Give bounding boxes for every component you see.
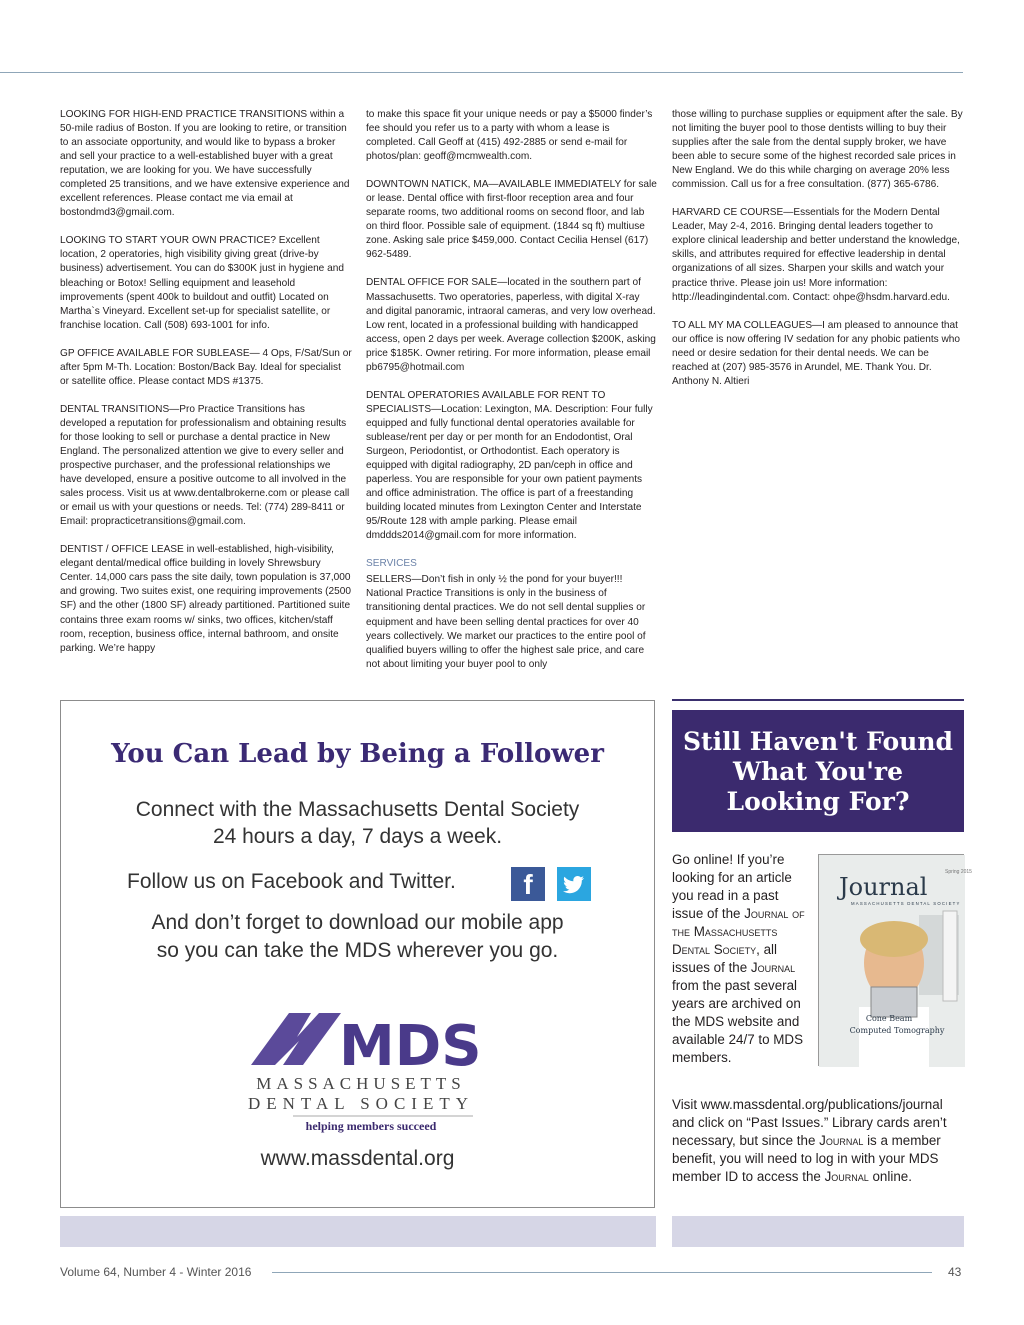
promo-heading-box [672, 710, 964, 832]
ad-bottom-band [60, 1216, 656, 1247]
mds-logo [241, 1007, 481, 1137]
classified-ad: those willing to purchase supplies or equipment after the sale. By not limiting the buyer pool to those dentists willing to buy their supplies after the sale from the dental supply broker, we have been able to secure some of the highest recorded sale prices in New England. We do this while charging on average 20% less commission. Call us for a free consultation. (877) 365-6786. [672, 109, 963, 191]
classified-ad: GP OFFICE AVAILABLE FOR SUBLEASE— 4 Ops, F/Sat/Sun or after 5pm M-Th. Location: Boston/Back Bay. Ideal for specialist or satellite office. Please contact MDS #1375. [60, 347, 352, 387]
promo-heading-line-3: Looking For? [726, 787, 910, 816]
classified-ad: HARVARD CE COURSE—Essentials for the Modern Dental Leader, May 2-4, 2016. Bringing dental leaders together to explore clinical leadership and better understand the knowledge, skills, and attributes required for effective leadership in dental organizations of all sizes. Sharpen your skills and watch your practice thrive. Please join us! More information: http://leadingindental.com. Contact: ohpe@hsdm.harvard.edu. [672, 207, 960, 303]
classified-ad: TO ALL MY MA COLLEAGUES—I am pleased to announce that our office is now offering IV sedation for any phobic patients who need or desire sedation for their dental needs. We can be reached at (207) 985-3576 in Arundel, ME. Thank You. Dr. Anthony N. Altieri [672, 319, 961, 387]
classified-ad: DENTAL OPERATORIES AVAILABLE FOR RENT TO SPECIALISTS—Location: Lexington, MA. Description: Four fully equipped and fully functional dental operatories available for sublease/rent per day or per month for an Endodontist, Oral Surgeon, Periodontist, or Orthodontist. Each operatory is equipped with digital radiography, 2D pan/ceph in office and paperless. You are responsible for your own patient payments and office administration. The office is part of a freestanding building located minutes from Lexington Center and Interstate 95/Route 128 with ample parking. Please email dmddds2014@gmail.com for more information. [366, 389, 653, 542]
social-row [61, 867, 654, 903]
classifieds-column-1 [60, 108, 352, 670]
ad-hours-line: 24 hours a day, 7 days a week. [212, 825, 503, 848]
ad-title: You Can Lead by Being a Follower [111, 739, 604, 769]
facebook-icon[interactable]: f [511, 867, 545, 901]
classified-ad: LOOKING FOR HIGH-END PRACTICE TRANSITIONS within a 50-mile radius of Boston. If you are looking to retire, or transition to an associate opportunity, and would like to bypass a broker and sell your practice to a well-established buyer with a great reputation, we are looking for you. We have successfully completed 25 transitions, and we have extensive experience and excellent references. Please contact me via email at bostondmd3@gmail.com. [60, 109, 350, 219]
svg-text:Cone Beam: Cone Beam [865, 1014, 913, 1023]
classified-ad: to make this space fit your unique needs or pay a $5000 finder’s fee should you refer us to a party with whom a lease is completed. Call Geoff at (415) 492-2885 or send e-mail for photos/plan: geoff@mcmwealth.com. [366, 109, 653, 163]
page-number: 43 [948, 1265, 962, 1279]
svg-text:MASSACHUSETTS DENTAL SOCIETY: MASSACHUSETTS DENTAL SOCIETY [851, 901, 961, 906]
classified-ad: DENTIST / OFFICE LEASE in well-established, high-visibility, elegant dental/medical office building in lovely Shrewsbury Center. 14,000 cars pass the site daily, town population is 37,000 and growing. Two suites exist, one requiring improvements (2500 SF) and the other (1800 SF) already partitioned. Partitioned suite contains three exam rooms w/ sinks, two offices, kitchen/staff room, reception, business office, internal bathroom, and onsite parking. We’re happy [60, 544, 352, 654]
issue-info: Volume 64, Number 4 - Winter 2016 [60, 1265, 252, 1279]
top-rule [0, 72, 963, 73]
promo-rule [672, 699, 964, 701]
cover-title: Journal [839, 873, 928, 901]
mds-website-link[interactable]: www.massdental.org [260, 1147, 455, 1170]
classified-ad: DENTAL TRANSITIONS—Pro Practice Transitions has developed a reputation for professionalism and obtaining results for those looking to sell or purchase a dental practice in New England. The personalized attention we give to every seller and prospective purchaser, and the professional relationships we have developed, ensure a positive outcome to all involved in the sales process. Visit us at www.dentalbrokerne.com or please call or email us with your questions or needs. Tel: (774) 289-8411 or Email: propracticetransitions@gmail.com. [60, 403, 350, 528]
classified-ad: DENTAL OFFICE FOR SALE—located in the southern part of Massachusetts. Two operatories, paperless, with digital X-ray and digital panoramic, intraoral cameras, and very low overhead. Low rent, located in a professional building with handicapped access, open 2 days per week. Average collection $200K, asking price $185K. Owner retiring. For more information, please email pb6795@hotmail.com [366, 277, 656, 373]
twitter-icon[interactable] [557, 867, 591, 901]
classified-ad: DOWNTOWN NATICK, MA—AVAILABLE IMMEDIATELY for sale or lease. Dental office with first-floor reception area and four separate rooms, two additional rooms on second floor, and lab on third floor. Possible sale of equipment. (1844 sq ft) multiuse zone. Asking sale price $459,000. Contact Cecilia Hensel (617) 962-5489. [366, 179, 657, 261]
ad-app-line-2: so you can take the MDS wherever you go. [156, 939, 559, 962]
svg-text:Spring 2015: Spring 2015 [945, 869, 972, 875]
classified-ad: SELLERS—Don’t fish in only ½ the pond for your buyer!!! National Practice Transitions is only in the business of transitioning dental practices. We do not sell dental supplies or equipment and have been selling dental practices for over 40 years collectively. We market our practices to the entire pool of qualified buyers willing to offer the highest sale price, and care not about limiting your buyer pool to only [366, 574, 646, 670]
promo-bottom-band [672, 1216, 964, 1247]
mds-logo-line-1: MASSACHUSETTS [256, 1074, 466, 1093]
classified-ad: LOOKING TO START YOUR OWN PRACTICE? Excellent location, 2 operatories, high visibility giving great (drive-by business) advertisement. You can do $300K just in hygiene and bleaching or Botox! Selling equipment and leasehold improvements (spent 400k to buildout and outfit) Located on Martha`s Vineyard. Excellent set-up for specialist satellite, or franchise location. Call (508) 693-1001 for info. [60, 235, 344, 331]
mds-logo-letters: MDS [339, 1014, 482, 1079]
promo-heading-line-2: What You're [733, 757, 903, 786]
mds-tagline: helping members succeed [305, 1119, 437, 1133]
services-heading: SERVICES [366, 558, 417, 570]
promo-heading-line-1: Still Haven't Found [682, 727, 954, 756]
footer-rule [272, 1272, 932, 1273]
journal-cover-image [818, 854, 972, 1066]
ad-follow-line: Follow us on Facebook and Twitter. [127, 870, 456, 893]
ad-app-line-1: And don’t forget to download our mobile app [151, 911, 564, 934]
classifieds-column-2 [366, 108, 658, 686]
mds-advertisement [60, 700, 655, 1208]
promo-body-2: Visit www.massdental.org/publications/journal and click on “Past Issues.” Library cards aren’t necessary, but since the Journal is a member benefit, you will need to log in with your MDS member ID to access the Journal online. [672, 1097, 947, 1184]
svg-text:Computed Tomography: Computed Tomography [849, 1026, 945, 1035]
ad-connect-line: Connect with the Massachusetts Dental Society [135, 798, 580, 821]
mds-logo-line-2: DENTAL SOCIETY [247, 1094, 475, 1113]
promo-body: Go online! If you’re looking for an article you read in a past issue of the Journal of the Massachusetts Dental Society, all issues of the Journal from the past several years are archived on the MDS website and available 24/7 to MDS members. [672, 852, 805, 1065]
classifieds-column-3 [672, 108, 964, 403]
